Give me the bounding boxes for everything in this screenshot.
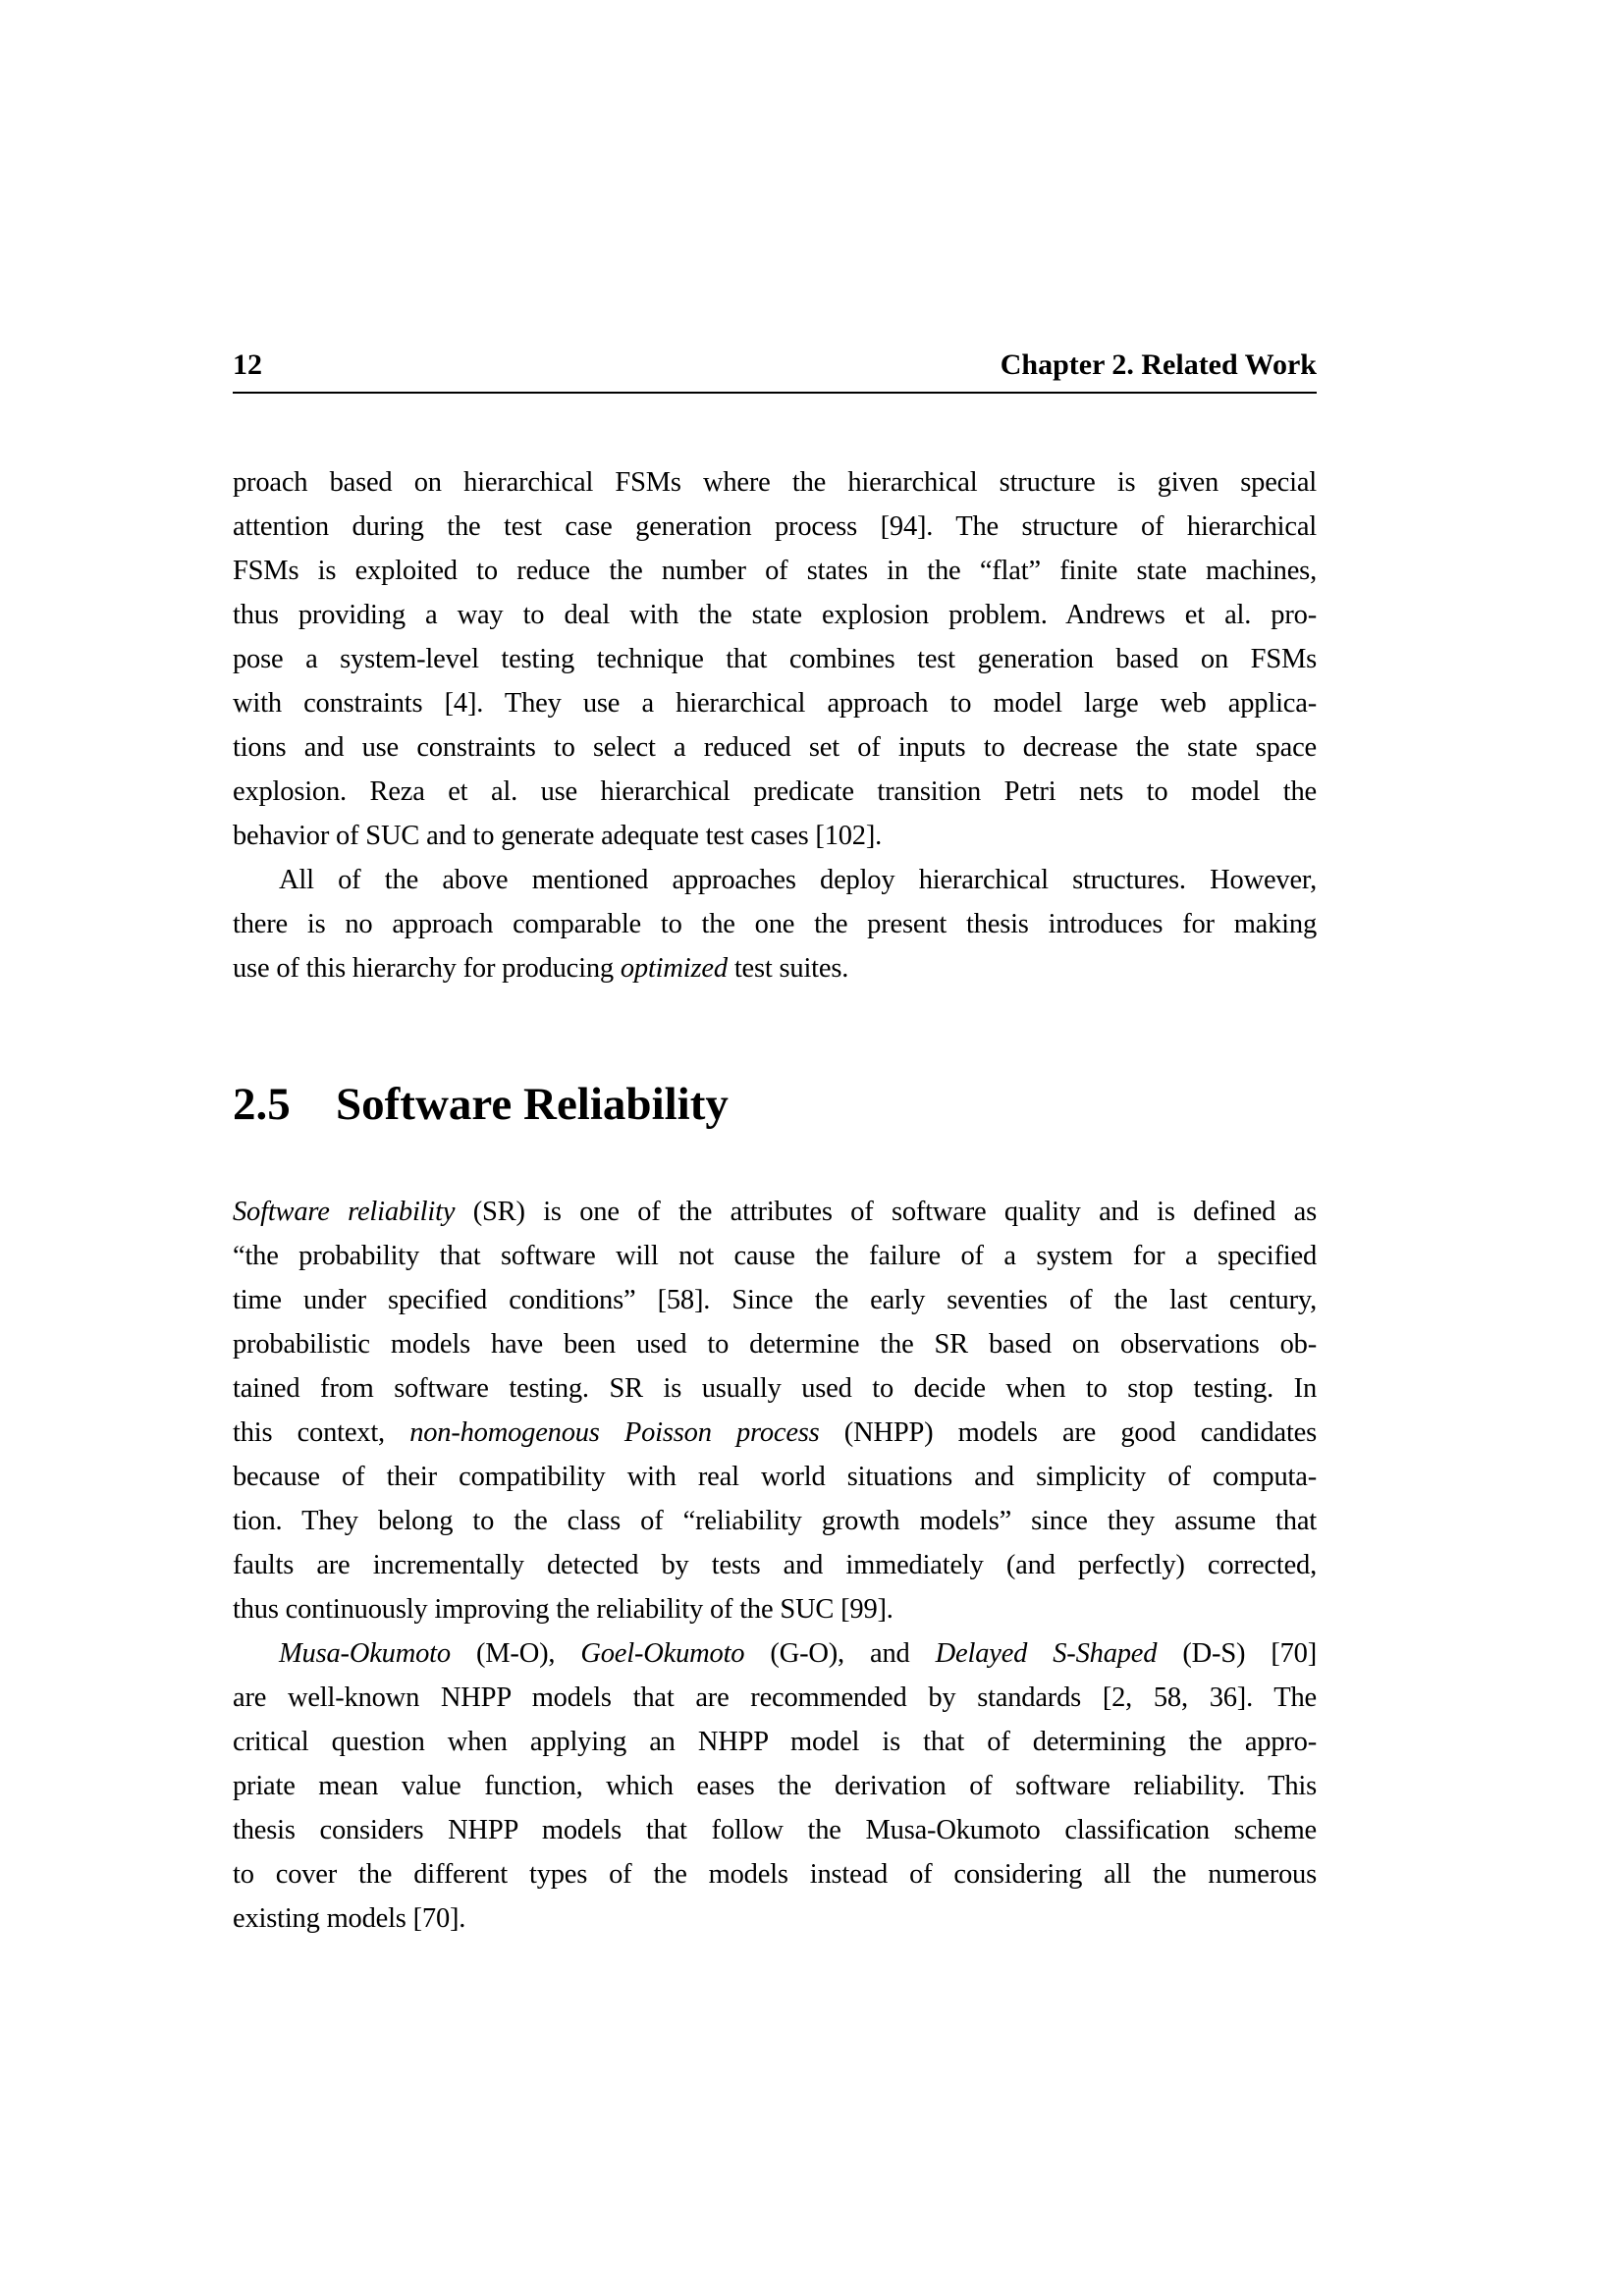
text-line: behavior of SUC and to generate adequate test cases [102]. — [233, 821, 883, 851]
text-line: thus providing a way to deal with the state explosion problem. Andrews et al. pro- — [233, 600, 1317, 630]
text-line: Musa-Okumoto (M-O), Goel-Okumoto (G-O), and Delayed S-Shaped (D-S) [70] — [279, 1638, 1318, 1669]
content — [233, 460, 1317, 1941]
text-line: pose a system-level testing technique that combines test generation based on FSMs — [233, 644, 1317, 674]
text-line: there is no approach comparable to the one the present thesis introduces for making — [233, 909, 1317, 939]
text-line: tions and use constraints to select a reduced set of inputs to decrease the state space — [233, 732, 1317, 763]
text-line: faults are incrementally detected by tests and immediately (and perfectly) corrected, — [233, 1550, 1317, 1580]
paragraph — [233, 858, 1317, 990]
text-line: probabilistic models have been used to determine the SR based on observations ob- — [233, 1329, 1317, 1360]
text-line: with constraints [4]. They use a hierarchical approach to model large web applica- — [233, 688, 1317, 719]
section-title: Software Reliability — [336, 1079, 729, 1130]
text-line: are well-known NHPP models that are recommended by standards [2, 58, 36]. The — [233, 1682, 1317, 1713]
text-line: because of their compatibility with real world situations and simplicity of computa- — [233, 1462, 1317, 1492]
text-line: thus continuously improving the reliability of the SUC [99]. — [233, 1594, 893, 1625]
text-line: All of the above mentioned approaches deploy hierarchical structures. However, — [279, 865, 1317, 895]
text-line: Software reliability (SR) is one of the attributes of software quality and is defined as — [233, 1197, 1317, 1227]
text-line: critical question when applying an NHPP model is that of determining the appro- — [233, 1727, 1317, 1757]
text-line: tion. They belong to the class of “reliability growth models” since they assume that — [233, 1506, 1317, 1536]
header-rule — [233, 392, 1317, 394]
text-line: FSMs is exploited to reduce the number of states in the “flat” finite state machines, — [233, 556, 1317, 586]
paragraph — [233, 1190, 1317, 1631]
chapter-title: Chapter 2. Related Work — [1000, 348, 1317, 381]
page-number: 12 — [233, 348, 262, 381]
paragraph — [233, 1631, 1317, 1941]
text-line: existing models [70]. — [233, 1903, 466, 1934]
text-line: this context, non-homogenous Poisson process (NHPP) models are good candidates — [233, 1417, 1317, 1448]
text-line: use of this hierarchy for producing optimized test suites. — [233, 953, 849, 984]
text-line: attention during the test case generation process [94]. The structure of hierarchical — [233, 511, 1317, 542]
section-heading — [233, 1075, 1317, 1134]
text-line: to cover the different types of the models instead of considering all the numerous — [233, 1859, 1317, 1890]
section-number: 2.5 — [233, 1079, 291, 1130]
paragraph — [233, 460, 1317, 858]
text-line: thesis considers NHPP models that follow the Musa-Okumoto classification scheme — [233, 1815, 1317, 1845]
text-line: “the probability that software will not cause the failure of a system for a specified — [233, 1241, 1317, 1271]
text-line: time under specified conditions” [58]. Since the early seventies of the last century, — [233, 1285, 1317, 1315]
text-line: proach based on hierarchical FSMs where the hierarchical structure is given special — [233, 467, 1317, 498]
text-line: explosion. Reza et al. use hierarchical predicate transition Petri nets to model the — [233, 776, 1317, 807]
text-line: tained from software testing. SR is usually used to decide when to stop testing. In — [233, 1373, 1317, 1404]
page-header — [233, 347, 1317, 383]
text-line: priate mean value function, which eases the derivation of software reliability. This — [233, 1771, 1317, 1801]
